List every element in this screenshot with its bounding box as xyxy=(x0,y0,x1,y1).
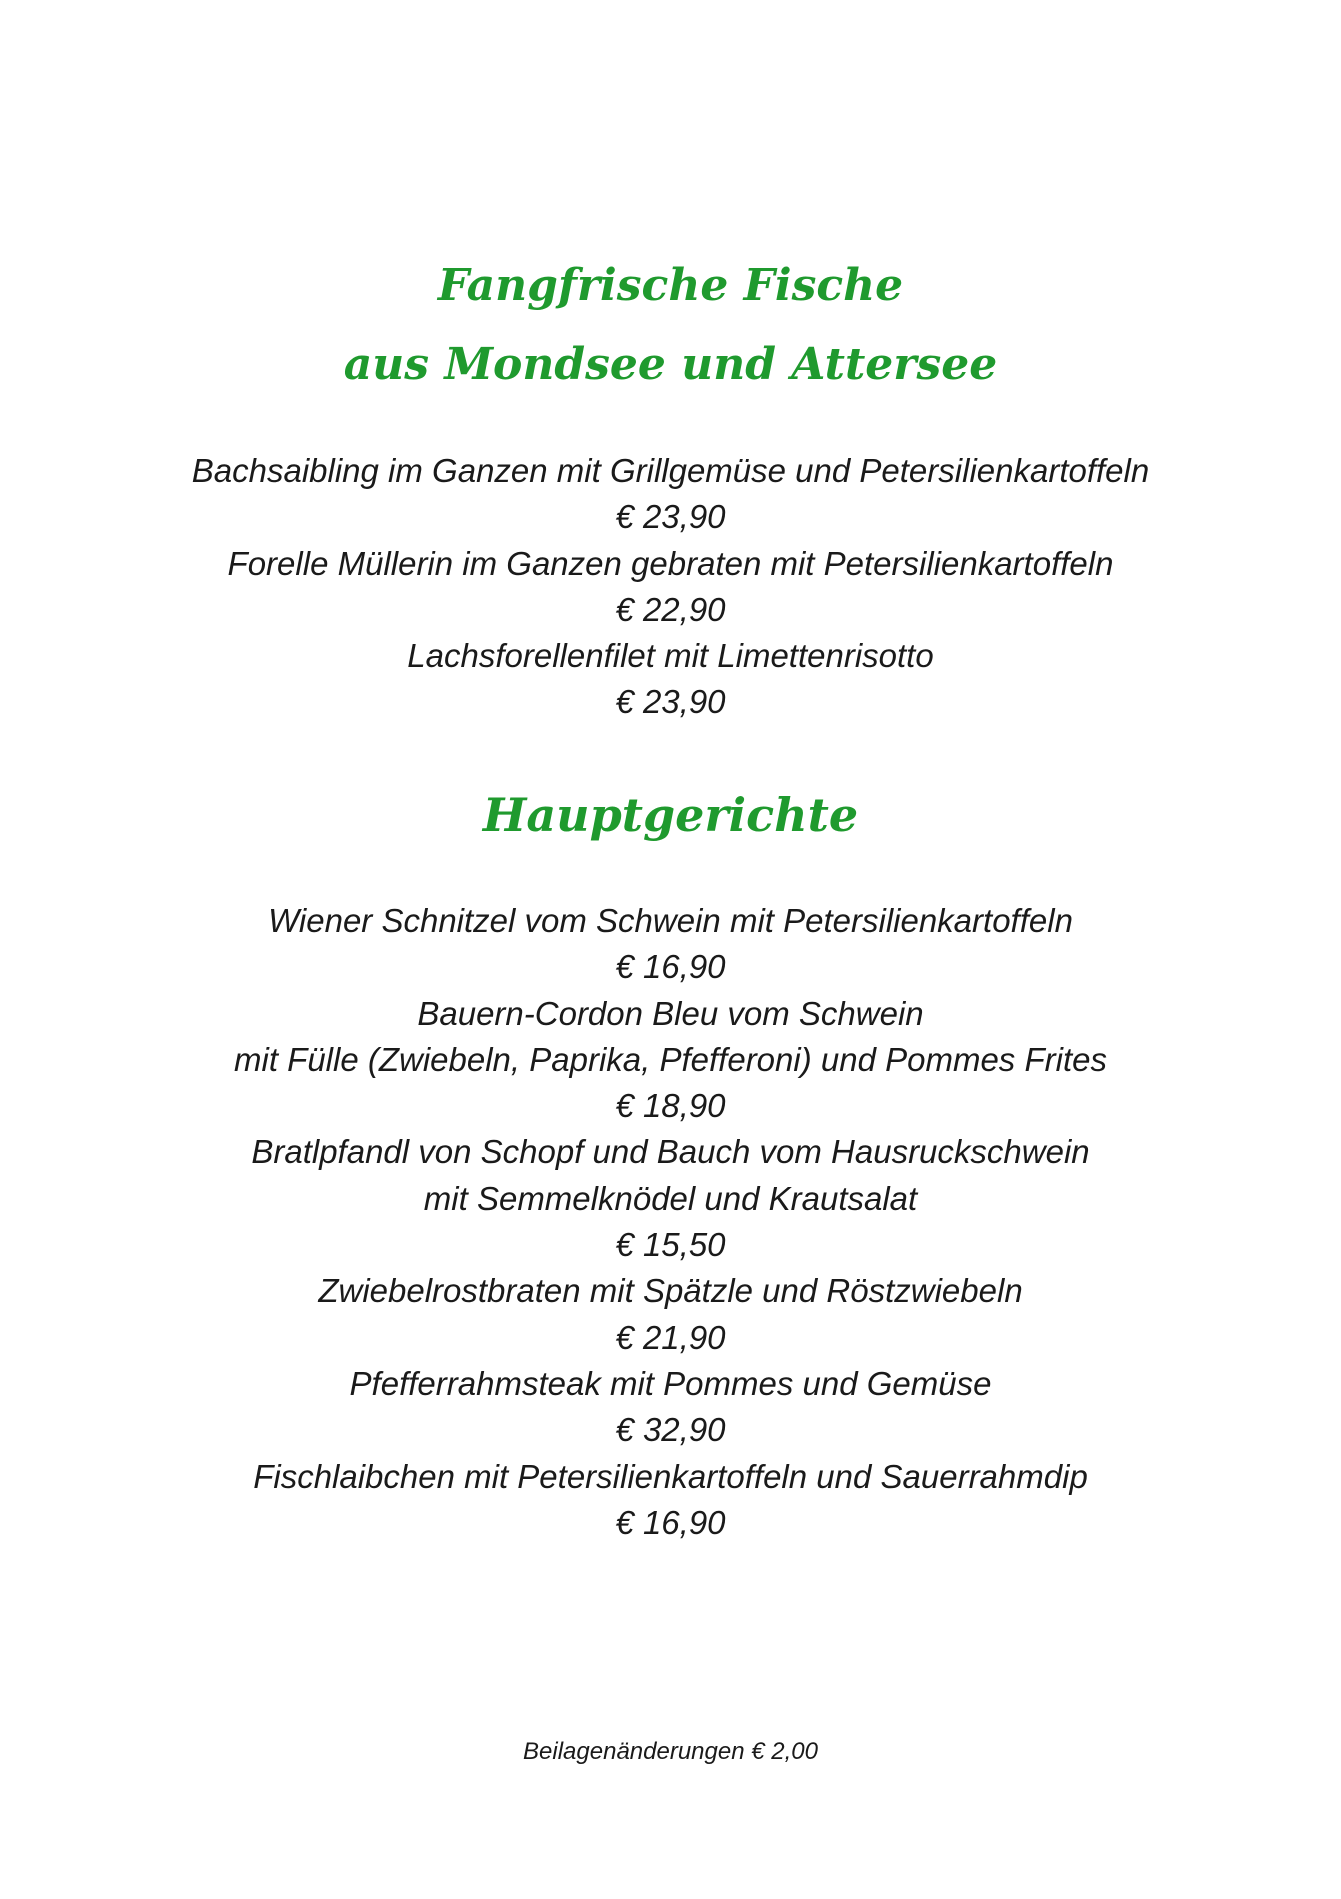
menu-item xyxy=(0,1268,1341,1361)
section-title-fish-line1: Fangfrische Fische xyxy=(437,260,904,311)
dish-description: Forelle Müllerin im Ganzen gebraten mit Petersilienkartoffeln xyxy=(227,544,1114,582)
dish-description: Pfefferrahmsteak mit Pommes und Gemüse xyxy=(349,1364,992,1402)
menu-item xyxy=(0,633,1341,726)
dish-description: Fischlaibchen mit Petersilienkartoffeln und Sauerrahmdip xyxy=(253,1457,1088,1495)
dish-description: Bratlpfandl von Schopf und Bauch vom Hausruckschwein xyxy=(251,1133,1090,1171)
dish-price: € 16,90 xyxy=(615,1503,726,1541)
side-dish-change-note: Beilagenänderungen € 2,00 xyxy=(523,1738,818,1765)
dish-description-continued: mit Semmelknödel und Krautsalat xyxy=(423,1179,918,1217)
dish-price: € 16,90 xyxy=(615,948,726,986)
menu-item xyxy=(0,898,1341,991)
menu-item xyxy=(0,1129,1341,1268)
dish-description: Zwiebelrostbraten mit Spätzle und Röstzwiebeln xyxy=(318,1272,1023,1310)
menu-item xyxy=(0,448,1341,541)
dish-price: € 18,90 xyxy=(615,1087,726,1125)
section-title-main: Hauptgerichte xyxy=(482,788,859,842)
section-title-fish-line2: aus Mondsee und Attersee xyxy=(343,339,998,390)
dish-description: Lachsforellenfilet mit Limettenrisotto xyxy=(407,637,934,675)
dish-price: € 22,90 xyxy=(615,590,726,628)
dish-price: € 32,90 xyxy=(615,1411,726,1449)
dish-price: € 21,90 xyxy=(615,1318,726,1356)
menu-item xyxy=(0,991,1341,1130)
dish-price: € 23,90 xyxy=(615,498,726,536)
menu-item xyxy=(0,1454,1341,1547)
dish-price: € 15,50 xyxy=(615,1226,726,1264)
dish-description: Bachsaibling im Ganzen mit Grillgemüse und Petersilienkartoffeln xyxy=(191,452,1150,489)
menu-item xyxy=(0,541,1341,634)
menu-item xyxy=(0,1361,1341,1454)
dish-price: € 23,90 xyxy=(615,683,726,721)
fish-menu-list xyxy=(0,448,1341,726)
dish-description-continued: mit Fülle (Zwiebeln, Paprika, Pfefferoni) und Pommes Frites xyxy=(234,1040,1107,1078)
dish-description: Bauern-Cordon Bleu vom Schwein xyxy=(417,994,924,1032)
main-menu-list xyxy=(0,898,1341,1546)
dish-description: Wiener Schnitzel vom Schwein mit Petersilienkartoffeln xyxy=(268,902,1073,939)
